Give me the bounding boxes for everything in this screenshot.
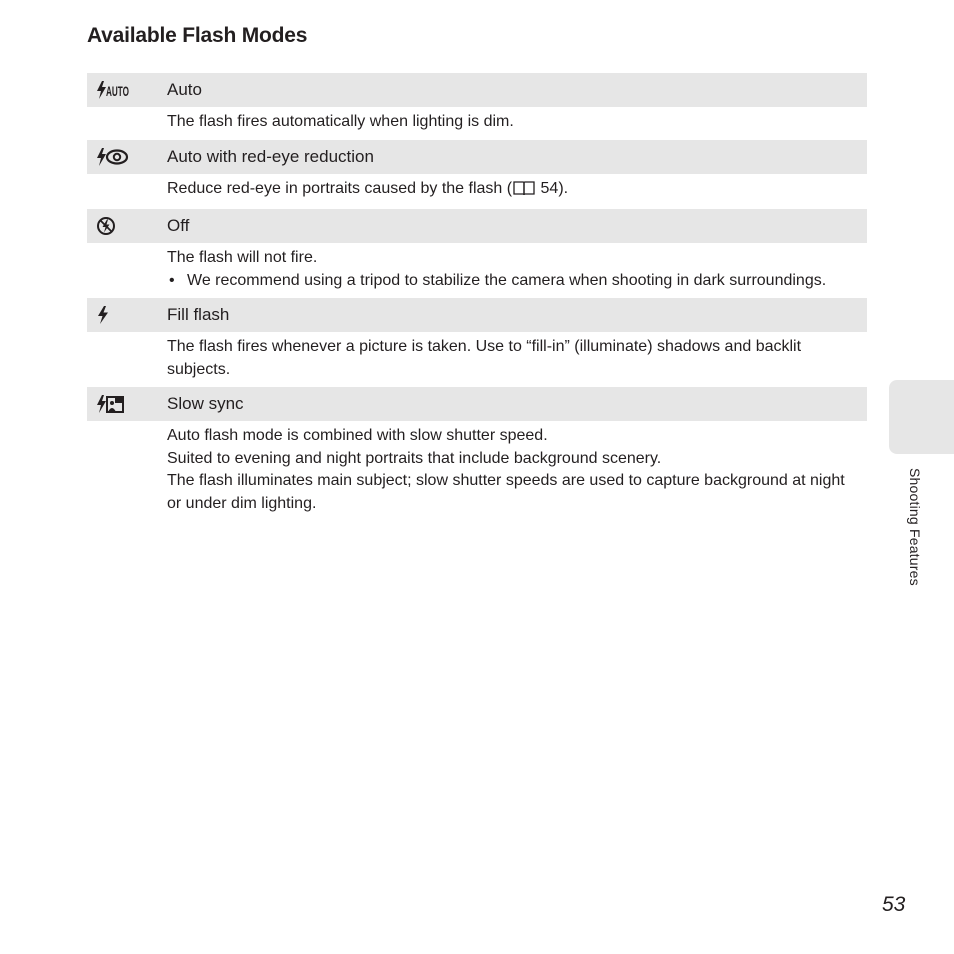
- bullet-marker: •: [169, 271, 175, 289]
- mode-name-red-eye: Auto with red-eye reduction: [167, 146, 374, 166]
- fill-flash-icon: [96, 305, 110, 325]
- mode-description-off: [87, 243, 867, 298]
- flash-modes-table: [87, 73, 867, 521]
- description-line: Reduce red-eye in portraits caused by the flash ( 54).: [167, 178, 859, 204]
- mode-name-slow-sync: Slow sync: [167, 394, 244, 413]
- mode-description-red-eye: [87, 174, 867, 210]
- mode-header-auto: [87, 73, 867, 107]
- mode-name-fill-flash: Fill flash: [167, 305, 230, 324]
- slow-sync-icon: [96, 394, 126, 414]
- chapter-side-tab: [889, 380, 954, 454]
- mode-header-red-eye: [87, 140, 867, 174]
- description-line: The flash will not fire.: [167, 249, 318, 266]
- book-reference-icon: [512, 180, 536, 204]
- page-number: 53: [882, 893, 906, 916]
- chapter-label: Shooting Features: [907, 468, 923, 586]
- flash-red-eye-icon: [96, 147, 130, 167]
- mode-header-slow-sync: [87, 387, 867, 421]
- bullet-text: We recommend using a tripod to stabilize the camera when shooting in dark surroundings.: [187, 271, 827, 289]
- description-line: Suited to evening and night portraits that include background scenery.: [167, 449, 662, 467]
- flash-auto-icon: [96, 80, 130, 100]
- mode-header-off: [87, 209, 867, 243]
- svg-text:AUTO: AUTO: [106, 83, 130, 99]
- page-title: Available Flash Modes: [87, 24, 308, 47]
- mode-name-off: Off: [167, 216, 190, 235]
- bullet-note: [167, 270, 859, 293]
- mode-description-auto: [87, 107, 867, 140]
- mode-description-slow-sync: [87, 421, 867, 521]
- mode-name-auto: Auto: [167, 80, 202, 99]
- mode-description-fill-flash: [87, 332, 867, 387]
- flash-off-icon: [96, 216, 116, 236]
- mode-header-fill-flash: [87, 298, 867, 332]
- description-line: The flash fires automatically when lighting is dim.: [167, 113, 514, 130]
- description-line: The flash fires whenever a picture is taken. Use to “fill-in” (illuminate) shadows and backlit subjects.: [167, 338, 802, 378]
- description-line: The flash illuminates main subject; slow shutter speeds are used to capture background at night or under dim lighting.: [167, 472, 845, 512]
- description-line: Auto flash mode is combined with slow shutter speed.: [167, 427, 548, 444]
- page-reference[interactable]: 54: [540, 179, 559, 197]
